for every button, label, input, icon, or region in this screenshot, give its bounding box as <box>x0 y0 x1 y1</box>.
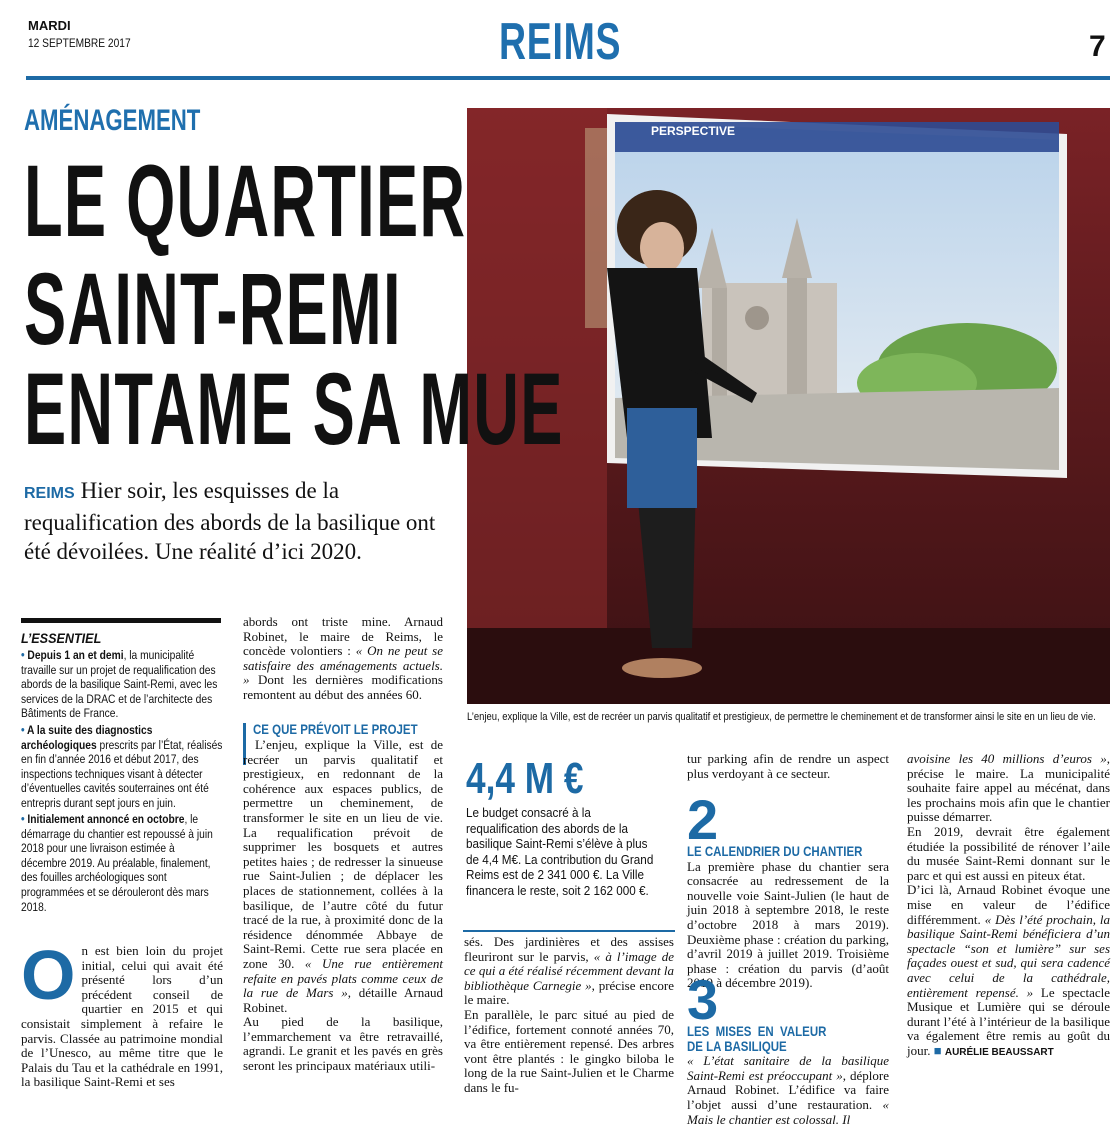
rubric: AMÉNAGEMENT <box>24 104 201 137</box>
section1-body: L’enjeu, explique la Ville, est de recréer un parvis qualitatif et prestigieux, en redonnant de la cohérence aux espaces publics, de permettre un cheminement, de transformer le site en un lieu de vie. La requalification prévoit de supprimer les bosquets et autres petites haies ; de redresser la sinueuse rue Saint-Julien ; de déplacer les places de stationnement, collées à la basilique, de l’autre côté du futur tracé de la rue, à proximité donc de la résidence dénommée Abbaye de Saint-Remi. Cette rue sera placée en zone 30. « Une rue entièrement refaite en pavés plats comme ceux de la rue de Mars », détaille Arnaud Robinet. Au pied de la basilique, l’emmarchement va être retravaillé, agrandi. Le granit et les pavés en grès seront les principaux matériaux utili- <box>243 737 443 1074</box>
page-number: 7 <box>1089 30 1106 63</box>
essentiel-item: • Initialement annoncé en octobre, le démarrage du chantier est repoussé à juin 2018 pour une livraison estimée à décembre 2019. Au préalable, finalement, des fouilles archéologiques sont programmées et se dérouleront dès mars 2018. <box>21 812 213 914</box>
key-figure: 4,4 M € <box>466 754 584 803</box>
slide-label: PERSPECTIVE <box>651 124 736 138</box>
standfirst <box>24 476 444 566</box>
essentiel-rule <box>21 618 221 623</box>
section3-number: 3 <box>687 968 719 1031</box>
edition-date: 12 SEPTEMBRE 2017 <box>28 36 131 50</box>
col3-body: sés. Des jardinières et des assises fleuriront sur le parvis, « à l’image de ce qui a été réalisé récemment devant la bibliothèque Carnegie », précise encore le maire. En parallèle, le parc situé au pied de l’édifice, fortement connoté années 70, va être entièrement repensé. Des arbres vont être plantés : le gingko biloba le long de la rue Saint-Julien et le Charme dans le fu- <box>464 934 675 1095</box>
column-rule <box>463 930 675 932</box>
edition-day: MARDI <box>28 18 71 33</box>
section-city-title: REIMS <box>499 13 622 71</box>
standfirst-text: Hier soir, les esquisses de la requalification des abords de la basilique ont été dévoilées. Une réalité d’ici 2020. <box>24 478 436 564</box>
essentiel-title: L’ESSENTIEL <box>21 630 102 646</box>
header-rule <box>26 76 1110 80</box>
article-lead: On est bien loin du projet initial, celui qui avait été présenté lors d’un précédent conseil de quartier en 2015 et qui consistait simplement à refaire le parvis. Classée au patrimoine mondial de l’Unesco, au même titre que le Palais du Tau et la cathédrale en 1991, la basilique Saint-Remi et ses <box>21 936 223 1090</box>
section2-number: 2 <box>687 788 719 851</box>
standfirst-city: REIMS <box>24 485 75 502</box>
byline: AURÉLIE BEAUSSART <box>944 1046 1054 1058</box>
section3: 3 LES MISES EN VALEUR DE LA BASILIQUE « L’état sanitaire de la basilique Saint-Remi est préoccupant », déplore Arnaud Robinet. L’édifice va faire l’objet aussi d’une restauration. « Mais le chantier est colossal. Il <box>687 968 890 1127</box>
headline-line-3: ENTAME SA MUE <box>24 352 564 466</box>
essentiel-item: • Depuis 1 an et demi, la municipalité travaille sur un projet de requalification des abords de la basilique Saint-Remi, avec les services de la DRAC et de l’architecte des Bâtiments de France. <box>21 648 218 721</box>
col2-top: abords ont triste mine. Arnaud Robinet, le maire de Reims, le concède volontiers : « On ne peut se satisfaire des aménagements actuels. » Dont les dernières modifications remontent au début des années 60. <box>243 614 443 702</box>
essentiel-item: • A la suite des diagnostics archéologiques prescrits par l’État, réalisés en fin d’année 2016 et début 2017, des inspections techniques visant à détecter d’éventuelles cavités souterraines ont été entrepris durant sept jours en juin. <box>21 723 223 810</box>
headline-line-1: LE QUARTIER <box>24 144 467 258</box>
photo-caption: L’enjeu, explique la Ville, est de recréer un parvis qualitatif et prestigieux, de permettre le cheminement et de transformer ainsi le site en un lieu de vie. <box>467 711 1096 723</box>
col4-top: tur parking afin de rendre un aspect plus verdoyant à ce secteur. <box>687 751 889 781</box>
col5-body: avoisine les 40 millions d’euros », précise le maire. La municipalité souhaite faire appel au mécénat, dans les prochains mois afin que le chantier puisse démarrer. En 2019, devrait être également étudiée la possibilité de rénover l’aile du musée Saint-Remi donnant sur le parc et qui est aussi en piteux état. D’ici là, Arnaud Robinet évoque une mise en valeur de l’édifice différemment. « Dès l’été prochain, la basilique Saint-Remi bénéficiera d’un spectacle “son et lumière” sur ses façades ouest et sud, qui sera cadencé avec celui de la cathédrale, entièrement repensé. » Le spectacle Musique et Lumière qui se déroule durant l’été à l’intérieur de la basilique va également être remis au goût du jour. ■ AURÉLIE BEAUSSART <box>907 751 1111 1058</box>
headline-line-2: SAINT-REMI <box>24 252 402 366</box>
drop-cap: O <box>21 936 76 1014</box>
section3-title: LES MISES EN VALEUR DE LA BASILIQUE <box>687 1023 827 1054</box>
key-figure-text: Le budget consacré à la requalification des abords de la basilique Saint-Remi s’élève à plus de 4,4 M€. La contribution du Grand Reims est de 2 341 000 €. La Ville financera le reste, soit 2 162 000 €. <box>466 805 654 898</box>
section1-heading: CE QUE PRÉVOIT LE PROJET <box>253 721 418 737</box>
section2 <box>687 788 889 991</box>
section2-title: LE CALENDRIER DU CHANTIER <box>687 843 863 859</box>
section2-text: La première phase du chantier sera consacrée au redressement de la nouvelle voie Saint-Julien (le haut de juin 2018 à septembre 2018, le reste d’octobre 2018 à mars 2019). Deuxième phase : création du parking, d’avril 2019 à juillet 2019. Troisième phase : création du parvis (d’août 2019 à décembre 2019). <box>687 858 889 991</box>
